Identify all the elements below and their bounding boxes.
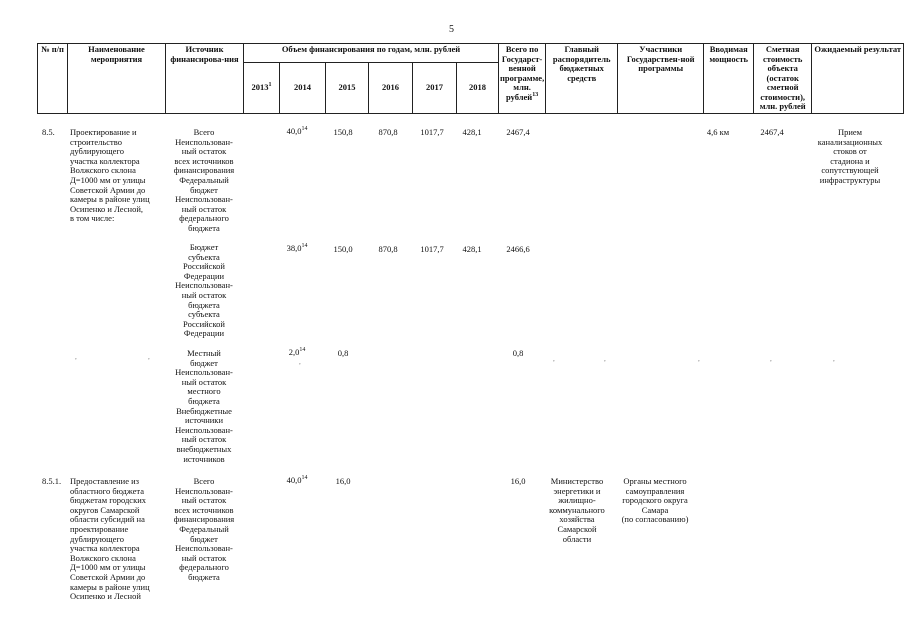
text-line: всех источников bbox=[174, 155, 234, 166]
value-2015: 16,0 bbox=[335, 476, 351, 486]
scan-mark: , bbox=[604, 355, 606, 363]
text-line: ный остаток bbox=[181, 495, 227, 506]
header-result: Ожидаемый результат bbox=[812, 44, 904, 114]
text-line: Прием bbox=[837, 127, 863, 137]
text-line: Российской bbox=[183, 318, 225, 329]
text-line: стоков от bbox=[833, 146, 867, 157]
value-2018: 428,1 bbox=[462, 244, 482, 254]
text-line: дублирующего bbox=[70, 533, 124, 544]
text-line: Самарской bbox=[557, 523, 597, 534]
text-line: участка коллектора bbox=[70, 155, 140, 166]
text-line: Осипенко и Лесной, bbox=[70, 203, 144, 214]
text-line: Федеральный bbox=[179, 174, 229, 185]
text-line: ный остаток bbox=[181, 552, 227, 563]
text-line: проектирование bbox=[70, 523, 129, 534]
text-line: Д=1000 мм от улицы bbox=[70, 174, 146, 185]
page-number: 5 bbox=[449, 24, 454, 35]
text-line: областного бюджета bbox=[70, 485, 145, 496]
scan-mark: , bbox=[148, 353, 150, 361]
text-line: Органы местного bbox=[623, 476, 687, 486]
text-line: внебюджетных bbox=[176, 443, 232, 454]
text-line: канализационных bbox=[817, 136, 883, 147]
text-line: ный остаток bbox=[181, 146, 227, 157]
text-line: Неиспользован- bbox=[175, 280, 233, 291]
distributor-name bbox=[541, 477, 613, 544]
text-line: источников bbox=[183, 453, 225, 464]
value-total: 2467,4 bbox=[506, 127, 530, 137]
text-line: инфраструктуры bbox=[819, 174, 881, 185]
expected-result bbox=[808, 128, 892, 186]
text-line: ный остаток bbox=[181, 289, 227, 300]
value-2015: 0,8 bbox=[337, 348, 349, 358]
text-line: энергетики и bbox=[553, 485, 601, 496]
text-line: ный остаток bbox=[181, 203, 227, 214]
text-line: Неиспользован- bbox=[175, 194, 233, 205]
text-line: ный остаток bbox=[181, 376, 227, 387]
text-line: бюджет bbox=[190, 357, 218, 368]
value-2014: $2,0^{14}$ bbox=[288, 347, 306, 357]
value-2014: 40,0$^{14}$ bbox=[286, 126, 308, 136]
text-line: городского округа bbox=[622, 495, 688, 506]
funding-source-list bbox=[168, 243, 240, 339]
text-line: Волжского склона bbox=[70, 552, 136, 563]
text-line: Неиспользован- bbox=[175, 485, 233, 496]
value-total: 0,8 bbox=[512, 348, 524, 358]
header-source: Источник финансирова-ния bbox=[166, 44, 244, 114]
text-line: Неиспользован- bbox=[175, 424, 233, 435]
text-line: Самара bbox=[641, 504, 669, 515]
text-line: самоуправления bbox=[625, 485, 685, 496]
activity-name bbox=[70, 128, 166, 224]
text-line: Волжского склона bbox=[70, 165, 136, 176]
value-2014: 38,0$^{14}$ bbox=[286, 243, 308, 253]
text-line: Федерации bbox=[183, 270, 225, 281]
funding-source-list bbox=[168, 128, 240, 234]
text-line: финансирования bbox=[173, 165, 235, 176]
text-line: бюджета bbox=[188, 571, 220, 582]
text-line: Внебюджетные bbox=[176, 405, 232, 416]
value-2016: 870,8 bbox=[378, 244, 398, 254]
text-line: Неиспользован- bbox=[175, 367, 233, 378]
value-2016: 870,8 bbox=[378, 127, 398, 137]
value-2014: 40,0$^{14}$ bbox=[286, 475, 308, 485]
text-line: субъекта bbox=[188, 251, 220, 262]
row-number: 8.5. bbox=[42, 127, 55, 137]
text-line: участка коллектора bbox=[70, 543, 140, 554]
text-line: коммунального bbox=[549, 504, 605, 515]
scan-mark: , bbox=[553, 355, 555, 363]
text-line: сопутствующей bbox=[821, 165, 879, 176]
text-line: всех источников bbox=[174, 504, 234, 515]
header-num: № п/п bbox=[38, 44, 68, 114]
text-line: Осипенко и Лесной bbox=[70, 591, 141, 602]
text-line: источники bbox=[184, 415, 223, 426]
text-line: Министерство bbox=[550, 476, 604, 486]
text-line: хозяйства bbox=[559, 514, 595, 525]
scan-mark: , bbox=[698, 355, 700, 363]
text-line: Предоставление из bbox=[70, 476, 140, 486]
scan-mark: , bbox=[770, 355, 772, 363]
header-name: Наименование мероприятия bbox=[68, 44, 166, 114]
scan-mark: , bbox=[833, 355, 835, 363]
value-2015: 150,0 bbox=[333, 244, 353, 254]
funding-source-list bbox=[168, 349, 240, 464]
text-line: Бюджет bbox=[189, 242, 219, 252]
text-line: Всего bbox=[193, 127, 215, 137]
text-line: области субсидий на bbox=[70, 514, 145, 525]
value-total: 16,0 bbox=[510, 476, 526, 486]
value-2015: 150,8 bbox=[333, 127, 353, 137]
text-line: округов Самарской bbox=[70, 504, 140, 515]
text-line: Д=1000 мм от улицы bbox=[70, 562, 146, 573]
text-line: местного bbox=[187, 386, 221, 397]
header-distributor: Главный распорядитель бюджетных средств bbox=[546, 44, 618, 114]
row-number: 8.5.1. bbox=[42, 476, 62, 486]
text-line: Местный bbox=[187, 348, 221, 358]
header-year-2017: 2017 bbox=[413, 62, 457, 113]
text-line: дублирующего bbox=[70, 146, 124, 157]
scan-mark: , bbox=[75, 353, 77, 361]
text-line: камеры в районе улиц bbox=[70, 581, 150, 592]
text-line: Российской bbox=[183, 261, 225, 272]
text-line: Неиспользован- bbox=[175, 543, 233, 554]
value-2017: 1017,7 bbox=[420, 127, 444, 137]
text-line: бюджета bbox=[188, 222, 220, 233]
text-line: жилищно- bbox=[558, 495, 596, 506]
text-line: Федерации bbox=[183, 328, 225, 339]
text-line: субъекта bbox=[188, 309, 220, 320]
header-participants: Участники Государствен-ной программы bbox=[618, 44, 704, 114]
text-line: бюджета bbox=[188, 299, 220, 310]
text-line: ный остаток bbox=[181, 434, 227, 445]
text-line: бюджет bbox=[190, 533, 218, 544]
participants-name bbox=[612, 477, 698, 525]
text-line: финансирования bbox=[173, 514, 235, 525]
text-line: строительство bbox=[70, 136, 122, 147]
text-line: бюджетам городских bbox=[70, 495, 147, 506]
activity-name bbox=[70, 477, 166, 602]
text-line: Проектирование и bbox=[70, 127, 137, 137]
value-2017: 1017,7 bbox=[420, 244, 444, 254]
text-line: области bbox=[562, 533, 592, 544]
header-capacity: Вводимая мощность bbox=[704, 44, 754, 114]
header-volume: Объем финансирования по годам, млн. рублей bbox=[244, 44, 499, 63]
text-line: федерального bbox=[179, 213, 229, 224]
header-year-2018: 2018 bbox=[457, 62, 499, 113]
header-year-2015: 2015 bbox=[326, 62, 369, 113]
text-line: Федеральный bbox=[179, 523, 229, 534]
text-line: Всего bbox=[193, 476, 215, 486]
text-line: бюджета bbox=[188, 395, 220, 406]
header-total: Всего по Государст-венной программе, млн. рублей$^{13}$ bbox=[499, 44, 546, 114]
text-line: бюджет bbox=[190, 184, 218, 195]
cost-value: 2467,4 bbox=[760, 127, 784, 137]
header-year-2013: 2013$^1$ bbox=[244, 62, 280, 113]
header-table bbox=[37, 43, 904, 114]
value-2018: 428,1 bbox=[462, 127, 482, 137]
funding-source-list bbox=[168, 477, 240, 583]
text-line: Советской Армии до bbox=[70, 184, 146, 195]
text-line: камеры в районе улиц bbox=[70, 194, 150, 205]
header-year-2014: 2014 bbox=[280, 62, 326, 113]
text-line: в том числе: bbox=[70, 213, 115, 224]
text-line: стадиона и bbox=[830, 155, 870, 166]
capacity-value: 4,6 км bbox=[706, 127, 730, 137]
scan-mark: , bbox=[299, 358, 301, 366]
header-cost: Сметная стоимость объекта (остаток сметной стоимости), млн. рублей bbox=[754, 44, 812, 114]
text-line: Неиспользован- bbox=[175, 136, 233, 147]
header-year-2016: 2016 bbox=[369, 62, 413, 113]
value-total: 2466,6 bbox=[506, 244, 530, 254]
text-line: (по согласованию) bbox=[621, 514, 689, 525]
text-line: Советской Армии до bbox=[70, 571, 146, 582]
text-line: федерального bbox=[179, 562, 229, 573]
